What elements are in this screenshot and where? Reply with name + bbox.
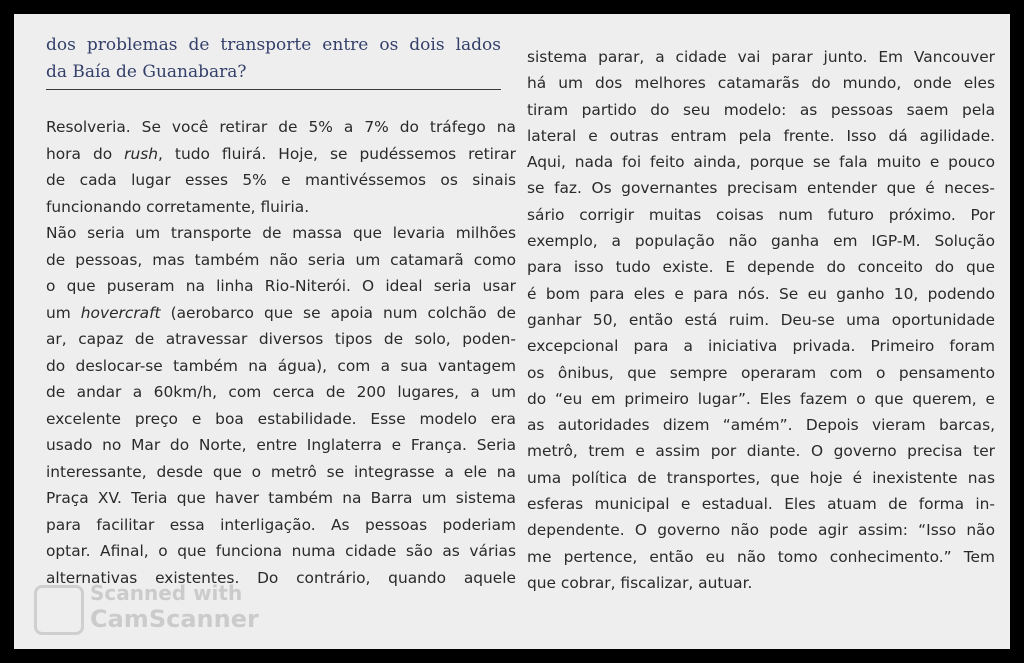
text-line: Resolveria. Se você retirar de 5% a 7% do tráfego na — [46, 118, 516, 136]
text-line: ganhar 50, então está ruim. Deu-se uma oportunidade — [527, 310, 995, 329]
text-line: do deslocar-se também na água), com a sua vantagem — [46, 356, 516, 375]
text-line: hora do rush, tudo fluirá. Hoje, se pudéssemos retirar — [46, 144, 517, 163]
text-line: as autoridades dizem “amém”. Depois vieram barcas, — [527, 416, 995, 435]
text-line: optar. Afinal, o que funciona numa cidade são as várias — [46, 542, 516, 560]
camscanner-watermark — [34, 579, 284, 639]
text-line: excelente preço e boa estabilidade. Esse modelo era — [46, 409, 516, 428]
text-line: para facilitar essa interligação. As pessoas poderiam — [46, 515, 516, 534]
text-line: dependente. O governo não pode agir assim: “Isso não — [527, 521, 995, 540]
text-line: excepcional para a iniciativa privada. Primeiro foram — [527, 337, 995, 356]
camscanner-logo-icon — [34, 585, 84, 635]
text-line: Não seria um transporte de massa que levaria milhões — [46, 224, 516, 242]
text-line: os ônibus, que sempre operaram com o pensamento — [527, 363, 995, 382]
text-line: interessante, desde que o metrô se integrasse a ele na — [46, 462, 516, 481]
watermark-line1: Scanned with — [90, 581, 243, 605]
text-line: de cada lugar esses 5% e mantivéssemos os sinais — [46, 171, 516, 189]
text-line: o que puseram na linha Rio-Niterói. O ideal seria usar — [46, 277, 516, 295]
text-line: um hovercraft (aerobarco que se apoia num colchão de — [46, 303, 516, 322]
text-line: tiram partido do seu modelo: as pessoas saem pela — [527, 100, 995, 119]
watermark-line2: CamScanner — [90, 605, 259, 633]
text-line: funcionando corretamente, fluiria. — [46, 197, 310, 216]
text-line: se faz. Os governantes precisam entender que é neces- — [527, 179, 995, 198]
interview-question — [46, 32, 501, 90]
text-line: sistema parar, a cidade vai parar junto. Em Vancouver — [527, 48, 995, 66]
text-line: usado no Mar do Norte, entre Inglaterra e França. Seria — [46, 436, 516, 454]
text-line: esferas municipal e estadual. Eles atuam de forma in- — [527, 495, 995, 514]
text-line: me pertence, então eu não tomo conhecimento.” Tem — [527, 547, 995, 566]
text-line: Aqui, nada foi feito ainda, porque se fala muito e pouco — [527, 153, 995, 172]
text-line: lateral e outras entram pela frente. Isso dá agilidade. — [527, 126, 995, 145]
text-line: é bom para eles e para nós. Se eu ganho 10, podendo — [527, 284, 995, 303]
question-line: da Baía de Guanabara? — [46, 61, 247, 82]
italic-word: rush — [124, 144, 159, 163]
right-column — [527, 44, 995, 596]
text-line: de andar a 60km/h, com cerca de 200 lugares, a um — [46, 383, 516, 401]
text-line: alternativas existentes. Do contrário, quando aquele — [46, 568, 516, 587]
answer-text-left — [46, 114, 516, 591]
scanned-page — [14, 14, 1010, 649]
italic-word: hovercraft — [80, 303, 161, 322]
text-line: metrô, trem e assim por diante. O governo precisa ter — [527, 442, 995, 461]
text-line: do “eu em primeiro lugar”. Eles fazem o que querem, e — [527, 389, 995, 408]
text-line: uma política de transportes, que hoje é inexistente nas — [527, 468, 995, 487]
text-line: exemplo, a população não ganha em IGP-M. Solução — [527, 232, 995, 251]
text-line: de pessoas, mas também não seria um catamarã como — [46, 250, 516, 269]
text-line: que cobrar, fiscalizar, autuar. — [527, 573, 753, 592]
text-line: sário corrigir muitas coisas num futuro próximo. Por — [527, 205, 995, 224]
text-line: para isso tudo existe. E depende do conceito do que — [527, 258, 995, 277]
question-line: dos problemas de transporte entre os dois lados — [46, 35, 501, 55]
text-line: há um dos melhores catamarãs do mundo, onde eles — [527, 74, 995, 93]
left-column — [46, 32, 516, 591]
text-line: Praça XV. Teria que haver também na Barra um sistema — [46, 489, 516, 507]
text-line: ar, capaz de atravessar diversos tipos de solo, poden- — [46, 330, 516, 348]
